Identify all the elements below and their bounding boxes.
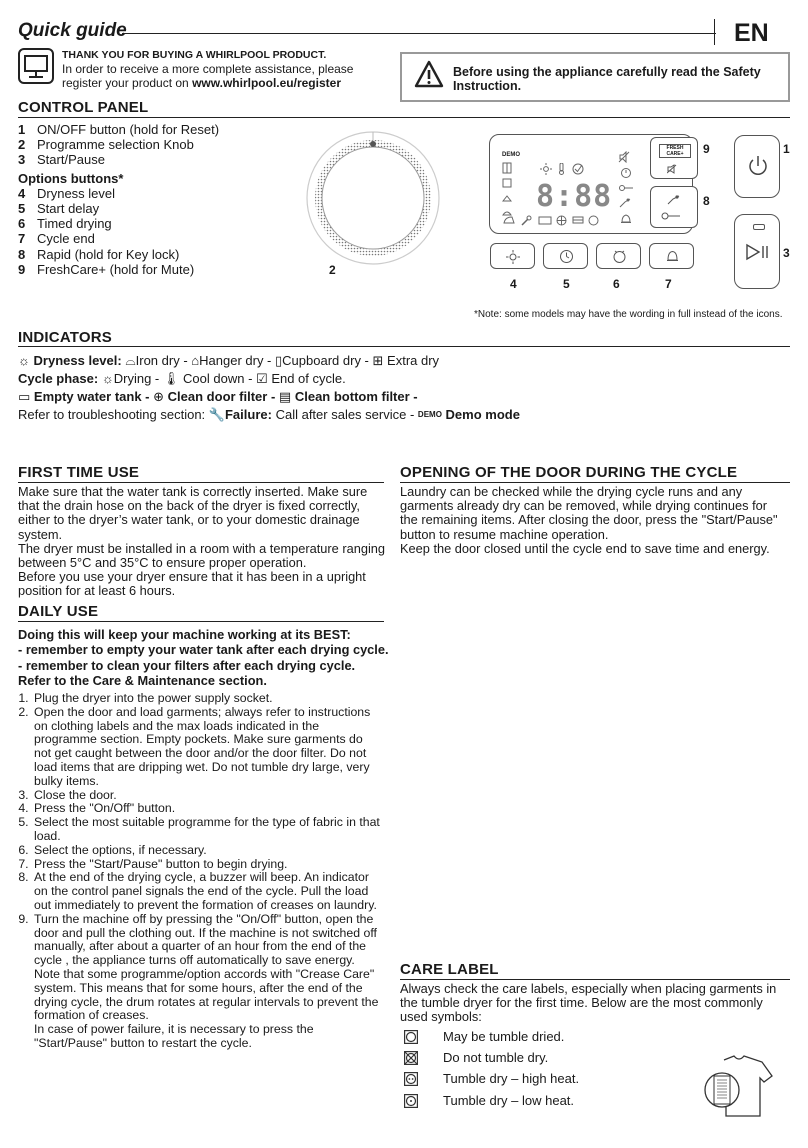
door-opening-heading: OPENING OF THE DOOR DURING THE CYCLE: [400, 464, 738, 481]
callout-5: 5: [563, 277, 570, 291]
tumble-low-heat-icon: [404, 1094, 418, 1108]
callout-3: 3: [783, 246, 790, 260]
section-rule: [18, 621, 384, 622]
door-opening-text: Laundry can be checked while the drying cycle runs and any garments already dry can be removed, while drying continues for the remaining items. After closing the door, press the "Start/Pause" button to resume machine operation. Keep the door closed until the cycle end to save time and energy.: [400, 484, 778, 556]
rapid-icon: [666, 194, 682, 206]
play-pause-icon: [745, 243, 771, 261]
tumble-dry-icon: [404, 1030, 418, 1044]
list-item: 7. Press the "Start/Pause" button to begin drying.: [32, 858, 382, 872]
rapid-icon: [618, 197, 632, 209]
section-rule: [18, 346, 790, 347]
thanks-line1: In order to receive a more complete assistance, please: [62, 62, 354, 76]
wrench-icon: [520, 215, 532, 227]
list-item: 8 Rapid (hold for Key lock): [18, 246, 180, 262]
callout-2: 2: [329, 263, 336, 277]
led-indicator: [753, 224, 765, 230]
thermometer-icon: 🌡: [162, 371, 180, 386]
callout-9: 9: [703, 142, 710, 156]
list-item: 4 Dryness level: [18, 185, 116, 201]
options-heading: Options buttons*: [18, 170, 124, 186]
list-item: 5 Start delay: [18, 201, 100, 217]
thermometer-icon: [557, 163, 567, 175]
key-lock-icon: [618, 183, 634, 193]
extra-dry-icon: ⊞: [372, 353, 384, 368]
troubleshooting-indicators: Refer to troubleshooting section: 🔧Failure: Call after sales service - DEMO Demo mode: [18, 407, 520, 422]
thanks-line2: register your product on: [62, 76, 189, 90]
list-item: 3 Start/Pause: [18, 152, 105, 168]
callout-6: 6: [613, 277, 620, 291]
hanger-icon: ⌂: [191, 353, 200, 368]
timed-drying-button[interactable]: [596, 243, 641, 269]
freshcare-badge: FRESH CARE+: [659, 144, 691, 158]
list-item: 7 Cycle end: [18, 231, 95, 247]
callout-1: 1: [783, 142, 790, 156]
daily-use-steps: [18, 692, 382, 1051]
iron-icon: [502, 215, 516, 225]
section-rule: [400, 979, 790, 980]
demo-icon: DEMO: [417, 410, 442, 419]
sun-icon: ☼: [101, 371, 114, 386]
indicators-heading: INDICATORS: [18, 329, 112, 346]
warning-icon: [414, 60, 444, 88]
list-item: 2. Open the door and load garments; always refer to instructions on clothing labels and the max loads indicated in the programme section. Empty pockets. Make sure garments do not get caught between the door and/or the door filter. Do not load items that are dripping wet. Do not tumble dry large, very bulky items.: [32, 706, 382, 789]
list-item: 1 ON/OFF button (hold for Reset): [18, 122, 220, 137]
wrench-icon: 🔧: [208, 407, 225, 422]
bell-icon: [665, 249, 680, 264]
list-item: 5. Select the most suitable programme for the type of fabric in that load.: [32, 816, 382, 844]
list-item: 9 FreshCare+ (hold for Mute): [18, 261, 195, 277]
door-filter-icon: ⊕: [153, 389, 165, 404]
water-tank-icon: [538, 215, 552, 225]
tumble-high-heat-icon: [404, 1072, 418, 1086]
dryness-level-icons: [502, 161, 512, 221]
first-time-use-text: Make sure that the water tank is correctly inserted. Make sure that the drain hose on the back of the dryer is fixed correctly, either to the dryer’s water tank, or to your domestic drainage system. The dryer must be installed in a room with a temperature ranging between 5°C and 35°C to ensure proper operation. Before you use your dryer ensure that it has been in a upright position for at least 6 hours.: [18, 484, 386, 599]
key-lock-icon: [661, 211, 687, 221]
icons-note: *Note: some models may have the wording in full instead of the icons.: [474, 309, 783, 320]
control-panel-heading: CONTROL PANEL: [18, 99, 149, 116]
water-tank-icon: ▭: [18, 389, 31, 404]
timed-dry-icon: [588, 215, 599, 226]
list-item: 9. Turn the machine off by pressing the "On/Off" button, open the door and pull the clothing out. If the machine is not switched off manually, after about a quarter of an hour from the end of the cycle , the appliance turns off automatically to save energy. Note that some programme/option accords with "Crease Care" system. This means that for some hours, after the end of the drying cycle, the drum rotates at regular intervals to prevent the formation of creases. In case of power failure, it is necessary to press the "Start/Pause" button to restart the cycle.: [32, 913, 382, 1051]
rapid-button[interactable]: [650, 186, 698, 228]
timed-dry-icon: [612, 249, 627, 264]
list-item: 8. At the end of the drying cycle, a buzzer will beep. An indicator on the control panel signals the end of the cycle. Pull the load out immediately to prevent the formation of creases on laundry.: [32, 871, 382, 912]
page-title: Quick guide: [18, 20, 127, 41]
monitor-icon: [18, 48, 54, 84]
time-display: 8:88: [536, 179, 613, 214]
maintenance-indicators: ▭ Empty water tank - ⊕ Clean door filter - ▤ Clean bottom filter -: [18, 389, 418, 404]
header-divider: [714, 19, 715, 45]
tshirt-label-icon: [704, 1050, 774, 1122]
programme-knob[interactable]: [305, 130, 441, 266]
section-rule: [18, 117, 790, 118]
sun-icon: ☼: [18, 353, 30, 368]
cycle-end-button[interactable]: [649, 243, 694, 269]
list-item: 6. Select the options, if necessary.: [32, 844, 382, 858]
dryness-level-button[interactable]: [490, 243, 535, 269]
on-off-button[interactable]: [734, 135, 780, 198]
cycle-phase-indicators: Cycle phase: ☼Drying - 🌡 Cool down - ☑ End of cycle.: [18, 371, 346, 386]
bell-icon: [620, 213, 632, 225]
care-label-intro: Always check the care labels, especially when placing garments in the tumble dryer for the first time. Below are the most commonly used symbols:: [400, 981, 777, 1025]
bottom-filter-icon: ▤: [278, 389, 292, 404]
dryness-indicators: ☼ Dryness level: ⌓Iron dry - ⌂Hanger dry - ▯Cupboard dry - ⊞ Extra dry: [18, 353, 440, 368]
list-item: 3. Close the door.: [32, 789, 382, 803]
mute-icon: [667, 164, 681, 174]
freshcare-button[interactable]: [650, 137, 698, 179]
language-code: EN: [734, 19, 769, 47]
start-delay-button[interactable]: [543, 243, 588, 269]
start-pause-button[interactable]: [734, 214, 780, 289]
list-item: 4. Press the "On/Off" button.: [32, 802, 382, 816]
demo-indicator: DEMO: [502, 152, 520, 158]
callout-4: 4: [510, 277, 517, 291]
list-item: 6 Timed drying: [18, 216, 112, 232]
iron-icon: ⌓: [125, 353, 136, 368]
section-rule: [18, 482, 384, 483]
cupboard-icon: ▯: [275, 353, 283, 368]
sun-icon: [540, 163, 552, 175]
register-link[interactable]: www.whirlpool.eu/register: [192, 76, 341, 90]
delay-icon: [620, 167, 632, 179]
list-item: 2 Programme selection Knob: [18, 137, 194, 153]
control-panel-list: [18, 122, 219, 277]
bottom-filter-icon: [572, 215, 584, 225]
door-filter-icon: [556, 215, 567, 226]
callout-7: 7: [665, 277, 672, 291]
section-rule: [400, 482, 790, 483]
daily-use-intro: Doing this will keep your machine working at its BEST: - remember to empty your water tank after each drying cycle. - remember to clean your filters after each drying cycle. Refer to the Care & Maintenance section.: [18, 627, 389, 689]
check-icon: [572, 163, 584, 175]
check-icon: ☑: [256, 371, 268, 386]
header-rule: [122, 33, 716, 34]
care-label-heading: CARE LABEL: [400, 961, 499, 978]
delay-icon: [559, 249, 574, 264]
daily-use-heading: DAILY USE: [18, 603, 99, 620]
sun-icon: [506, 250, 520, 264]
thanks-title: THANK YOU FOR BUYING A WHIRLPOOL PRODUCT.: [62, 49, 327, 61]
callout-8: 8: [703, 194, 710, 208]
safety-notice-box: [400, 52, 790, 102]
thanks-block: [62, 48, 362, 90]
first-time-use-heading: FIRST TIME USE: [18, 464, 140, 481]
list-item: 1. Plug the dryer into the power supply socket.: [32, 692, 382, 706]
mute-icon: [618, 151, 630, 163]
power-icon: [746, 154, 770, 178]
safety-notice-text: Before using the appliance carefully read the Safety Instruction.: [453, 65, 761, 93]
no-tumble-dry-icon: [404, 1051, 418, 1065]
